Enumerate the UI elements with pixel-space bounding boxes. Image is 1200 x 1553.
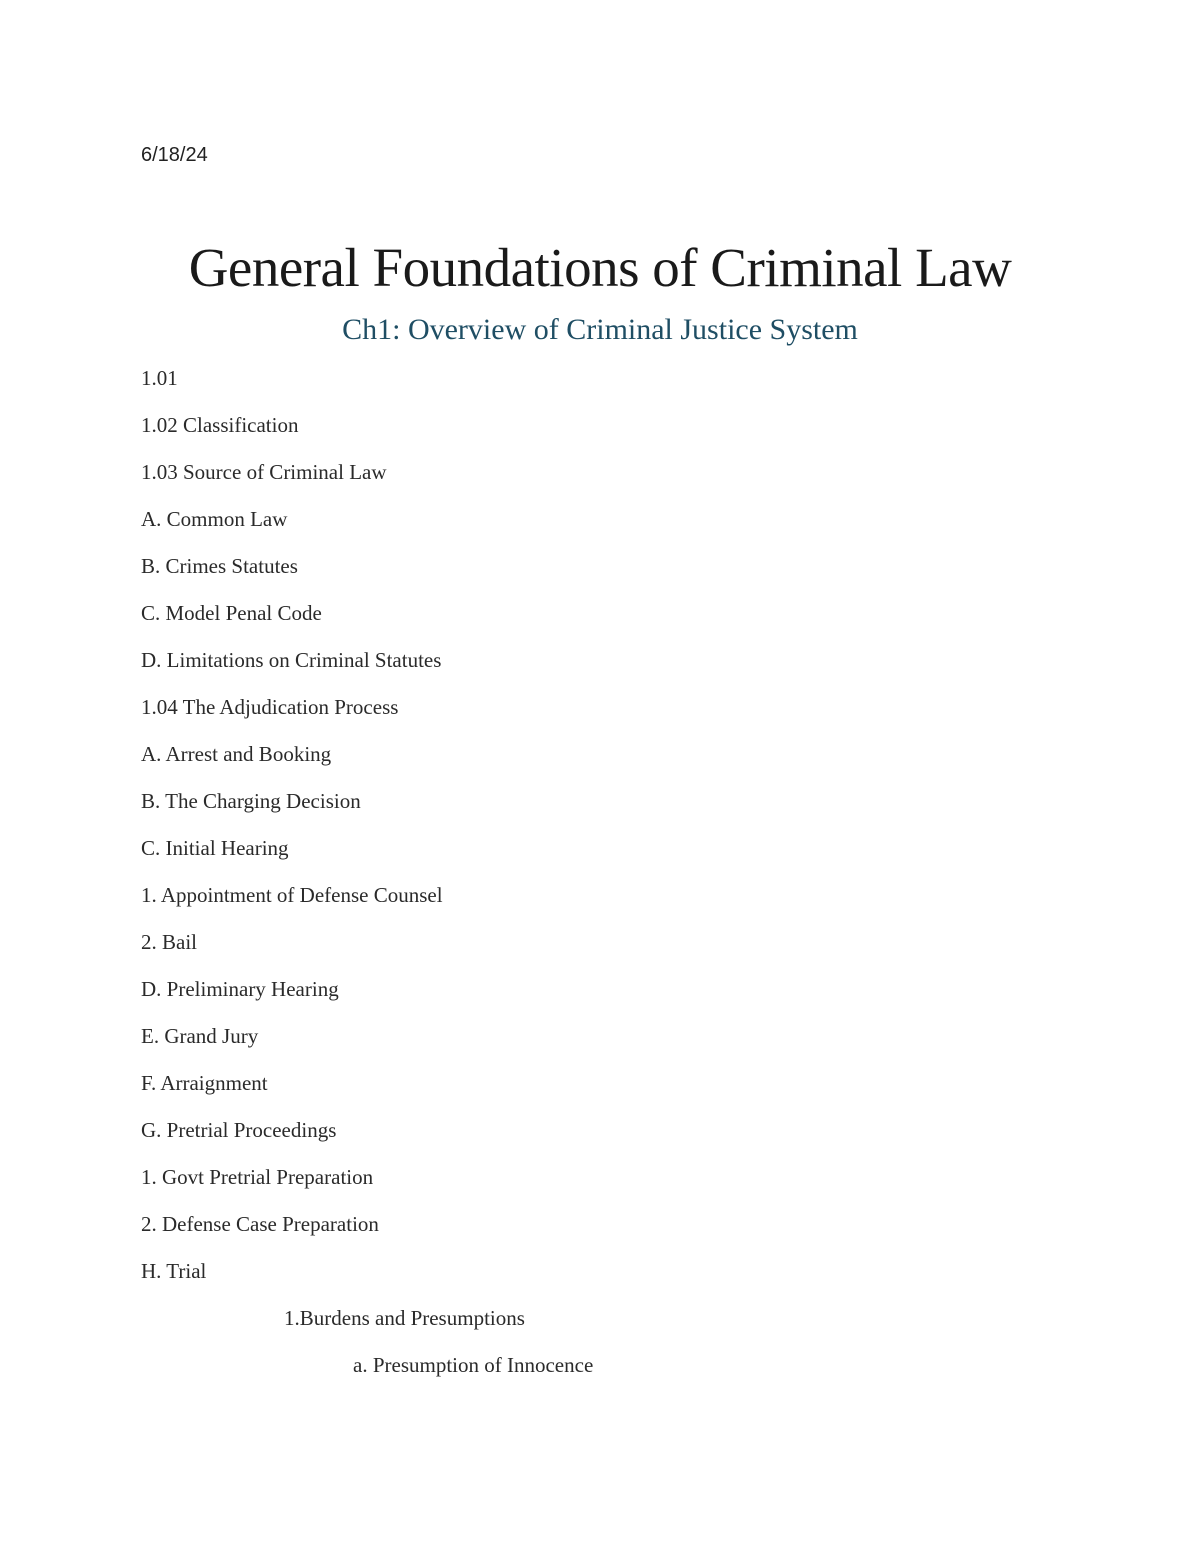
outline-item: D. Limitations on Criminal Statutes <box>141 648 442 672</box>
outline-item: C. Model Penal Code <box>141 601 322 625</box>
outline-item: D. Preliminary Hearing <box>141 977 339 1001</box>
outline-item: 2. Bail <box>141 930 197 954</box>
outline-item: 1. Govt Pretrial Preparation <box>141 1165 374 1189</box>
outline-item: F. Arraignment <box>141 1071 268 1095</box>
document-date: 6/18/24 <box>141 144 208 166</box>
outline-item: 2. Defense Case Preparation <box>141 1212 379 1236</box>
outline-item: 1.01 <box>141 366 178 390</box>
outline-item: B. Crimes Statutes <box>141 554 298 578</box>
document-title: General Foundations of Criminal Law <box>188 237 1012 298</box>
outline-item: B. The Charging Decision <box>141 789 361 813</box>
outline-item: a. Presumption of Innocence <box>353 1353 594 1377</box>
outline-item: H. Trial <box>141 1259 207 1283</box>
outline-item: E. Grand Jury <box>141 1024 259 1048</box>
outline-item: A. Common Law <box>141 507 288 531</box>
outline-item: C. Initial Hearing <box>141 836 289 860</box>
outline-item: 1.04 The Adjudication Process <box>141 695 399 719</box>
outline-item: 1.Burdens and Presumptions <box>284 1306 525 1330</box>
outline-item: G. Pretrial Proceedings <box>141 1118 337 1142</box>
outline-item: A. Arrest and Booking <box>141 742 332 766</box>
outline-item: 1.02 Classification <box>141 413 299 437</box>
chapter-heading: Ch1: Overview of Criminal Justice System <box>342 313 858 346</box>
outline-item: 1.03 Source of Criminal Law <box>141 460 387 484</box>
outline-item: 1. Appointment of Defense Counsel <box>141 883 443 907</box>
